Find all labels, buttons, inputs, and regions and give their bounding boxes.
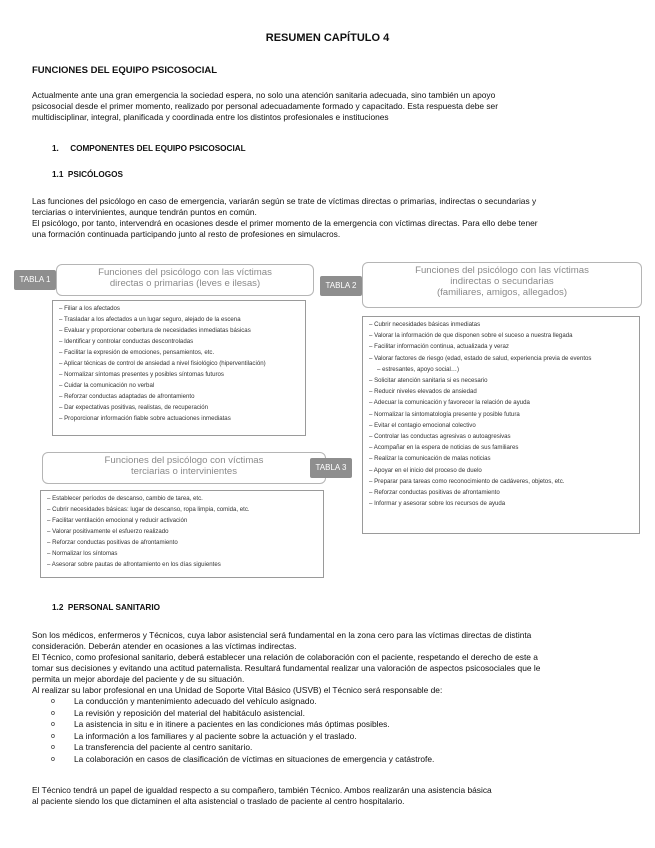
- tabla1-item: – Facilitar la expresión de emociones, pensamientos, etc.: [59, 347, 299, 358]
- tabla3-item: – Valorar positivamente el esfuerzo realizado: [47, 526, 317, 537]
- tabla1-item: – Cuidar la comunicación no verbal: [59, 380, 299, 391]
- tabla2-item: – Valorar factores de riesgo (edad, estado de salud, experiencia previa de eventos: [369, 353, 633, 364]
- psicologos-line: El psicólogo, por tanto, intervendrá en ocasiones desde el primer momento de la emergencia con víctimas directas. Para ello debe tener: [32, 218, 538, 228]
- tabla1-item: – Normalizar síntomas presentes y posibles síntomas futuros: [59, 369, 299, 380]
- sanitario-line: tomar sus decisiones y evitando una actitud paternalista. Resultará fundamental realizar una valoración de aspectos psicosociales que le: [32, 663, 541, 673]
- tabla1-item: – Dar expectativas positivas, realistas, de recuperación: [59, 402, 299, 413]
- psicologos-paragraph: [32, 196, 642, 240]
- closing-line: al paciente siendo los que dictaminen el alta asistencial o traslado de paciente al centro hospitalario.: [32, 796, 405, 806]
- tabla2-item: – Realizar la comunicación de malas noticias: [369, 453, 633, 464]
- tabla1-title-line: directas o primarias (leves e ilesas): [109, 278, 261, 289]
- tabla3-item: – Normalizar los síntomas: [47, 548, 317, 559]
- bullet-item: o La asistencia in situ e in itinere a pacientes en las condiciones más óptimas posibles.: [32, 719, 632, 731]
- tabla2-title-line: (familiares, amigos, allegados): [436, 287, 568, 298]
- intro-line: multidisciplinar, integral, planificada y coordinada entre los distintos profesionales e instituciones: [32, 112, 389, 122]
- tabla3-title: [42, 452, 326, 484]
- tabla2-item: – Preparar para tareas como reconocimiento de cadáveres, objetos, etc.: [369, 476, 633, 487]
- intro-line: psicosocial desde el primer momento, realizado por personal adecuadamente formado y capacitado. Esta respuesta debe ser: [32, 101, 499, 111]
- psicologos-line: Las funciones del psicólogo en caso de emergencia, variarán según se trate de víctimas directas o primarias, indirectas o secundarias y: [32, 196, 537, 206]
- tabla2-item: – Controlar las conductas agresivas o autoagresivas: [369, 431, 633, 442]
- responsabilidades-list: [32, 696, 632, 765]
- tabla2-tag: TABLA 2: [320, 276, 362, 296]
- psicologos-line: terciarias o intervinientes, aunque tendrán puntos en común.: [32, 207, 257, 217]
- tabla2-list: [362, 316, 640, 534]
- tabla1-tag: TABLA 1: [14, 270, 56, 290]
- intro-line: Actualmente ante una gran emergencia la sociedad espera, no solo una atención sanitaria adecuada, sino también un apoyo: [32, 90, 496, 100]
- sanitario-line: Son los médicos, enfermeros y Técnicos, cuya labor asistencial será fundamental en la zona cero para las víctimas directas de distinta: [32, 630, 532, 640]
- tabla2-item: – Reforzar conductas positivas de afrontamiento: [369, 487, 633, 498]
- closing-line: El Técnico tendrá un papel de igualdad respecto a su compañero, también Técnico. Ambos realizarán una asistencia básica: [32, 785, 492, 795]
- tabla2-title: [362, 262, 642, 308]
- tabla3-item: – Reforzar conductas positivas de afrontamiento: [47, 537, 317, 548]
- tabla2-item: – Informar y asesorar sobre los recursos de ayuda: [369, 498, 633, 509]
- sanitario-line: permita un mejor abordaje del paciente y de su situación.: [32, 674, 245, 684]
- tabla1-item: – Reforzar conductas adaptadas de afrontamiento: [59, 391, 299, 402]
- sanitario-paragraph: [32, 630, 647, 696]
- tabla1-item: – Filiar a los afectados: [59, 303, 299, 314]
- tabla3-list: [40, 490, 324, 578]
- tabla2-title-line: indirectas o secundarias: [450, 276, 554, 287]
- tabla3-item: – Establecer períodos de descanso, cambio de tarea, etc.: [47, 493, 317, 504]
- sanitario-line: Al realizar su labor profesional en una Unidad de Soporte Vital Básico (USVB) el Técnico será responsable de:: [32, 685, 443, 695]
- section-heading: FUNCIONES DEL EQUIPO PSICOSOCIAL: [32, 65, 218, 76]
- closing-paragraph: [32, 785, 632, 807]
- tabla1-item: – Identificar y controlar conductas descontroladas: [59, 336, 299, 347]
- tabla3-item: – Cubrir necesidades básicas: lugar de descanso, ropa limpia, comida, etc.: [47, 504, 317, 515]
- tabla1-item: – Aplicar técnicas de control de ansiedad a nivel fisiológico (hiperventilación): [59, 358, 299, 369]
- subheading-psicologos: 1.1 PSICÓLOGOS: [52, 170, 123, 179]
- tabla2-item: – Cubrir necesidades básicas inmediatas: [369, 319, 633, 330]
- sanitario-line: El Técnico, como profesional sanitario, deberá establecer una relación de colaboración con el paciente, respetando el derecho de este a: [32, 652, 538, 662]
- bullet-item: o La información a los familiares y al paciente sobre la actuación y el traslado.: [32, 731, 632, 743]
- tabla2-item: – Facilitar información continua, actualizada y veraz: [369, 341, 633, 352]
- tabla1-item: – Evaluar y proporcionar cobertura de necesidades inmediatas básicas: [59, 325, 299, 336]
- tabla2-title-line: Funciones del psicólogo con las víctimas: [415, 265, 589, 276]
- tabla3-tag: TABLA 3: [310, 458, 352, 478]
- tabla2-item: – Reducir niveles elevados de ansiedad: [369, 386, 633, 397]
- tabla1-item: – Trasladar a los afectados a un lugar seguro, alejado de la escena: [59, 314, 299, 325]
- tabla2-item: – Valorar la información de que disponen sobre el suceso a nuestra llegada: [369, 330, 633, 341]
- tabla1-title-line: Funciones del psicólogo con las víctimas: [98, 267, 272, 278]
- intro-paragraph: [32, 90, 632, 123]
- tabla3-item: – Facilitar ventilación emocional y reducir activación: [47, 515, 317, 526]
- tabla3-title-line: terciarias o intervinientes: [130, 466, 238, 477]
- page-title: RESUMEN CAPÍTULO 4: [265, 32, 390, 44]
- tabla2-item: – Adecuar la comunicación y favorecer la relación de ayuda: [369, 397, 633, 408]
- tabla1-item: – Proporcionar información fiable sobre actuaciones inmediatas: [59, 413, 299, 424]
- tabla2-item: – Normalizar la sintomatología presente y posible futura: [369, 409, 633, 420]
- tabla2-item: – Solicitar atención sanitaria si es necesario: [369, 375, 633, 386]
- tabla3-title-line: Funciones del psicólogo con víctimas: [104, 455, 264, 466]
- bullet-item: o La conducción y mantenimiento adecuado del vehículo asignado.: [32, 696, 632, 708]
- sanitario-line: consideración. Deberán atender en ocasiones a las víctimas indirectas.: [32, 641, 297, 651]
- tabla2-item: – Apoyar en el inicio del proceso de duelo: [369, 465, 633, 476]
- subheading-componentes: 1. COMPONENTES DEL EQUIPO PSICOSOCIAL: [52, 144, 246, 153]
- bullet-item: o La colaboración en casos de clasificación de víctimas en situaciones de emergencia y catástrofe.: [32, 754, 632, 766]
- tabla2-item: – Evitar el contagio emocional colectivo: [369, 420, 633, 431]
- bullet-item: o La transferencia del paciente al centro sanitario.: [32, 742, 632, 754]
- psicologos-line: una formación continuada participando junto al resto de profesiones en simulacros.: [32, 229, 341, 239]
- tabla2-item: – estresantes, apoyo social…): [369, 364, 633, 375]
- tabla3-item: – Asesorar sobre pautas de afrontamiento en los días siguientes: [47, 559, 317, 570]
- subheading-personal-sanitario: 1.2 PERSONAL SANITARIO: [52, 603, 160, 612]
- tabla2-item: – Acompañar en la espera de noticias de sus familiares: [369, 442, 633, 453]
- tabla1-title: [56, 264, 314, 296]
- tabla1-list: [52, 300, 306, 436]
- bullet-item: o La revisión y reposición del material del habitáculo asistencial.: [32, 708, 632, 720]
